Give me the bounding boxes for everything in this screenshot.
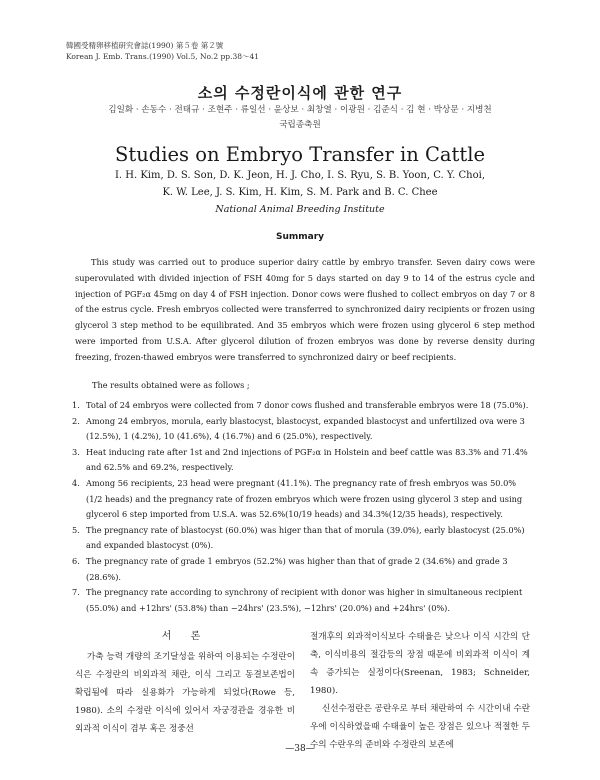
korean-authors-block (40, 103, 560, 133)
result-text: Total of 24 embryos were collected from 7 donor cows flushed and transferable embryos were 18 (75.0%). (86, 400, 529, 410)
summary-heading: Summary (275, 232, 325, 242)
journal-korean-line: 韓國受精卵移植研究會誌(1990) 第５卷 第２號 (66, 41, 224, 50)
result-text: Among 24 embryos, morula, early blastocyst, blastocyst, expanded blastocyst and unfertilized ova were 3 (12.5%), 1 (4.2%), 10 (41.6%), 4 (16.7%) and 6 (25.0%), respectively. (86, 415, 525, 442)
result-number: 3. (72, 446, 80, 457)
result-item (72, 523, 532, 554)
results-list (72, 398, 532, 616)
page-number: —38— (285, 744, 315, 754)
korean-institute: 국립종축원 (279, 120, 321, 130)
intro-left-paragraph: 가축 능력 개량의 조기달성을 위하여 이용되는 수정란이식은 수정란의 비외과적 채란, 이식 그리고 동결보존법이 확립됨에 따라 실용화가 가능하게 되었다(Rowe 등, 1980). 소의 수정란 이식에 있어서 자궁경관을 경유한 비외과적 이식이 겸부 혹은 정중선 (75, 652, 295, 734)
korean-authors: 김일화 · 손동수 · 전태규 · 조현주 · 류일선 · 윤상보 · 최창열 · 이광원 · 김준식 · 김 현 · 박상문 · 지병천 (108, 105, 492, 115)
english-authors-line-2: K. W. Lee, J. S. Kim, H. Kim, S. M. Park and B. C. Chee (162, 186, 438, 198)
result-text: Among 56 recipients, 23 head were pregnant (41.1%). The pregnancy rate of fresh embryos was 50.0% (1/2 heads) and the pregnancy rate of frozen embryos which were frozen using glycerol 3 step and using glycerol 6 step imported from U.S.A. was 52.6%(10/19 heads) and 34.3%(12/35 heads), respectively. (86, 477, 523, 520)
result-number: 4. (72, 477, 80, 488)
intro-right-paragraph-1: 절개후의 외과적이식보다 수태율은 낮으나 이식 시간의 단축, 이식비용의 절감등의 장점 때문에 비외과적 이식이 계속 증가되는 실정이다(Sreenan, 1983; Schneider, 1980). (310, 632, 530, 696)
result-number: 1. (72, 400, 80, 410)
result-text: The pregnancy rate according to synchrony of recipient with donor was higher in simultaneous recipient (55.0%) and +12hrs' (53.8%) than −24hrs' (23.5%), −12hrs' (20.0%) and +24hrs' (0%). (86, 587, 523, 613)
results-intro: The results obtained were as follows ; (92, 380, 250, 390)
abstract-paragraph: This study was carried out to produce superior dairy cattle by embryo transfer. Seven dairy cows were superovulated with divided injection of FSH 40mg for 5 days started on day 9 to 14 of the estrus cycle and injection of PGF₂α 45mg on day 4 of FSH injection. Donor cows were flushed to collect embryos on day 7 or 8 of the estrus cycle. Fresh embryos collected were transferred to synchronized dairy recipients or frozen using glycerol 3 step method to be equilibrated. And 35 embryos which were frozen using glycerol 6 step method were imported from U.S.A. After glycerol dilution of frozen embryos was done by reverse density during freezing, frozen-thawed embryos were transferred to synchronized dairy or beef recipients. (75, 257, 535, 362)
intro-left-column (75, 628, 295, 738)
result-item (72, 398, 532, 414)
result-number: 6. (72, 555, 80, 566)
result-item (72, 445, 532, 476)
abstract (75, 255, 535, 366)
result-item (72, 476, 532, 523)
result-number: 2. (72, 415, 80, 426)
result-item (72, 414, 532, 445)
english-institute: National Animal Breeding Institute (215, 204, 385, 215)
english-title: Studies on Embryo Transfer in Cattle (115, 143, 485, 166)
intro-right-column (310, 628, 530, 754)
result-text: The pregnancy rate of grade 1 embryos (52.2%) was higher than that of grade 2 (34.6%) and grade 3 (28.6%). (86, 555, 508, 582)
result-text: The pregnancy rate of blastocyst (60.0%) was higer than that of morula (39.0%), early blastocyst (25.0%) and expanded blastocyst (0%). (86, 524, 525, 551)
journal-english-line: Korean J. Emb. Trans.(1990) Vol.5, No.2 pp.38～41 (66, 52, 260, 61)
result-item (72, 585, 532, 616)
english-authors-line-1: I. H. Kim, D. S. Son, D. K. Jeon, H. J. Cho, I. S. Ryu, S. B. Yoon, C. Y. Choi, (114, 170, 486, 181)
korean-title: 소의 수정란이식에 관한 연구 (197, 84, 403, 102)
result-item (72, 554, 532, 585)
intro-right-paragraph-2: 신선수정란은 공란우로 부터 채란하여 수 시간이내 수란우에 이식하였을때 수태율이 높은 장점은 있으나 적절한 두수의 수란우의 준비와 수정란의 보존에 (310, 704, 530, 750)
section-heading-introduction: 서 론 (161, 631, 209, 642)
result-text: Heat inducing rate after 1st and 2nd injections of PGF₂α in Holstein and beef cattle was 83.3% and 71.4% and 62.5% and 69.2%, respectively. (86, 446, 528, 473)
result-number: 5. (72, 524, 80, 535)
journal-header (66, 40, 259, 62)
result-number: 7. (72, 587, 80, 598)
english-authors (50, 168, 550, 201)
